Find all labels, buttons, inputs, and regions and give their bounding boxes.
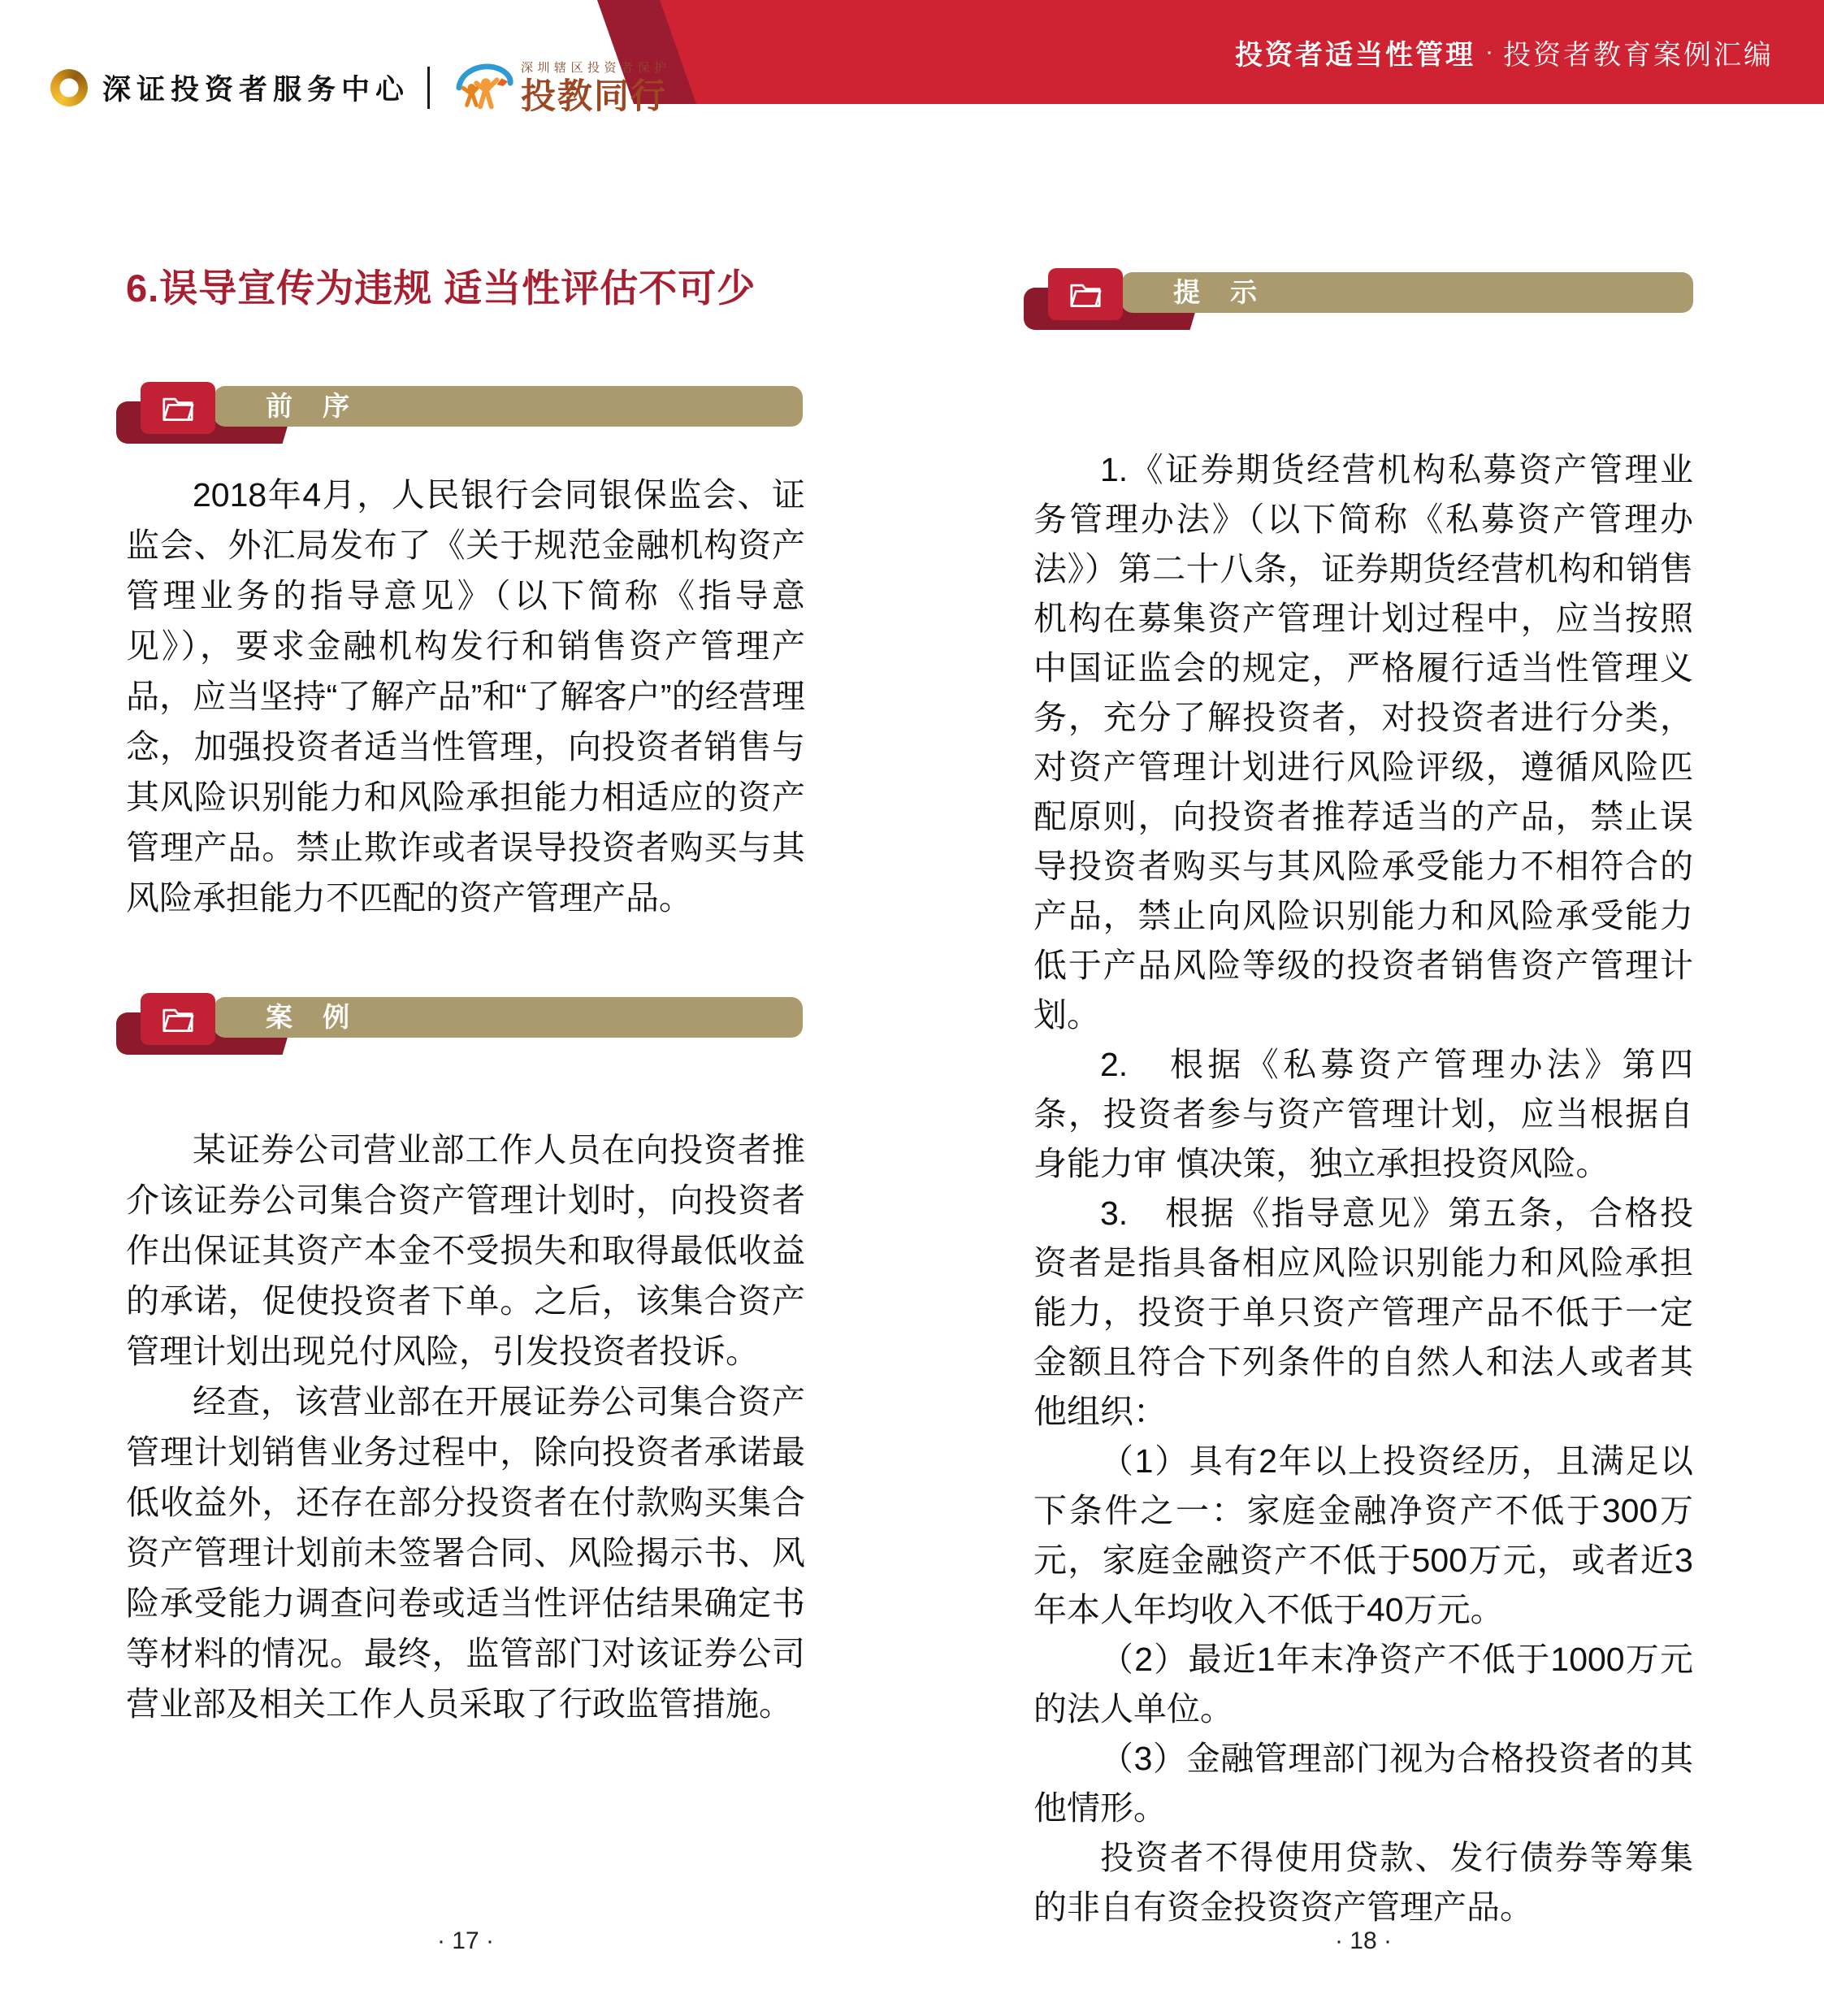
tips-body [1033,445,1693,1932]
folder-icon [159,1004,197,1034]
page-number-left: · 17 · [436,1927,495,1954]
paragraph: 1.《证券期货经营机构私募资产管理业务管理办法》（以下简称《私募资产管理办法》）第二十八条，证券期货经营机构和销售机构在募集资产管理计划过程中，应当按照中国证监会的规定，严格履行适当性管理义务，充分了解投资者，对投资者进行分类，对资产管理计划进行风险评级，遵循风险匹配原则，向投资者推荐适当的产品，禁止误导投资者购买与其风险承受能力不相符合的产品，禁止向风险识别能力和风险承受能力低于产品风险等级的投资者销售资产管理计划。 [1033,451,1693,1034]
case-body [126,1125,805,1729]
partner-name: 投教同行 [521,76,668,116]
preface-body [126,470,805,923]
folder-badge [1048,268,1123,320]
banner-separator: · [1485,38,1493,65]
paragraph: 2. 根据《私募资产管理办法》第四条，投资者参与资产管理计划，应当根据自身能力审 慎决策，独立承担投资风险。 [1033,1046,1693,1182]
banner-title-regular: 投资者教育案例汇编 [1503,39,1774,71]
section-label-case: 案 例 [214,997,803,1038]
page-number-right: · 18 · [1334,1927,1393,1954]
section-header-tips [1033,268,1693,335]
section-header-preface [126,382,803,449]
paragraph: 某证券公司营业部工作人员在向投资者推介该证券公司集合资产管理计划时，向投资者作出保证其资产本金不受损失和取得最低收益的承诺，促使投资者下单。之后，该集合资产管理计划出现兑付风险，引发投资者投诉。 [126,1131,805,1370]
paragraph: 3. 根据《指导意见》第五条，合格投资者是指具备相应风险识别能力和风险承担能力，投资于单只资产管理产品不低于一定金额且符合下列条件的自然人和法人或者其他组织： [1033,1194,1693,1430]
org-name: 深证投资者服务中心 [102,74,410,106]
investor-protection-logo [453,59,671,116]
szse-ring-icon [50,69,88,106]
folder-icon [1067,279,1104,310]
paragraph: 投资者不得使用贷款、发行债券等筹集的非自有资金投资资产管理产品。 [1033,1839,1693,1926]
section-header-case [126,993,803,1060]
section-label-preface: 前 序 [214,386,803,427]
paragraph: （2）最近1年末净资产不低于1000万元的法人单位。 [1033,1641,1693,1728]
paragraph: 2018年4月，人民银行会同银保监会、证监会、外汇局发布了《关于规范金融机构资产管理业务的指导意见》（以下简称《指导意见》），要求金融机构发行和销售资产管理产品，应当坚持“了解产品”和“了解客户”的经营理念，加强投资者适当性管理，向投资者销售与其风险识别能力和风险承担能力相适应的资产管理产品。禁止欺诈或者误导投资者购买与其风险承担能力不匹配的资产管理产品。 [126,476,805,917]
logo-divider [427,67,430,109]
header-logos [50,60,671,115]
partner-tagline: 深圳辖区投资者保护 [521,60,671,75]
paragraph: 经查，该营业部在开展证券公司集合资产管理计划销售业务过程中，除向投资者承诺最低收益外，还存在部分投资者在付款购买集合资产管理计划前未签署合同、风险揭示书、风险承受能力调查问卷或适当性评估结果确定书等材料的情况。最终，监管部门对该证券公司营业部及相关工作人员采取了行政监管措施。 [126,1383,805,1723]
folder-badge [141,993,215,1045]
folder-icon [159,392,197,423]
paragraph: （1）具有2年以上投资经历，且满足以下条件之一：家庭金融净资产不低于300万元，家庭金融资产不低于500万元，或者近3年本人年均收入不低于40万元。 [1033,1442,1693,1628]
chapter-title: 6.误导宣传为违规 适当性评估不可少 [126,267,756,310]
banner-title-bold: 投资者适当性管理 [1235,39,1475,71]
paragraph: （3）金融管理部门视为合格投资者的其他情形。 [1033,1740,1693,1827]
section-label-tips: 提 示 [1121,272,1693,313]
people-arc-icon [453,59,516,116]
partner-text [521,62,671,115]
folder-badge [141,382,215,434]
banner-title [1235,0,1774,104]
